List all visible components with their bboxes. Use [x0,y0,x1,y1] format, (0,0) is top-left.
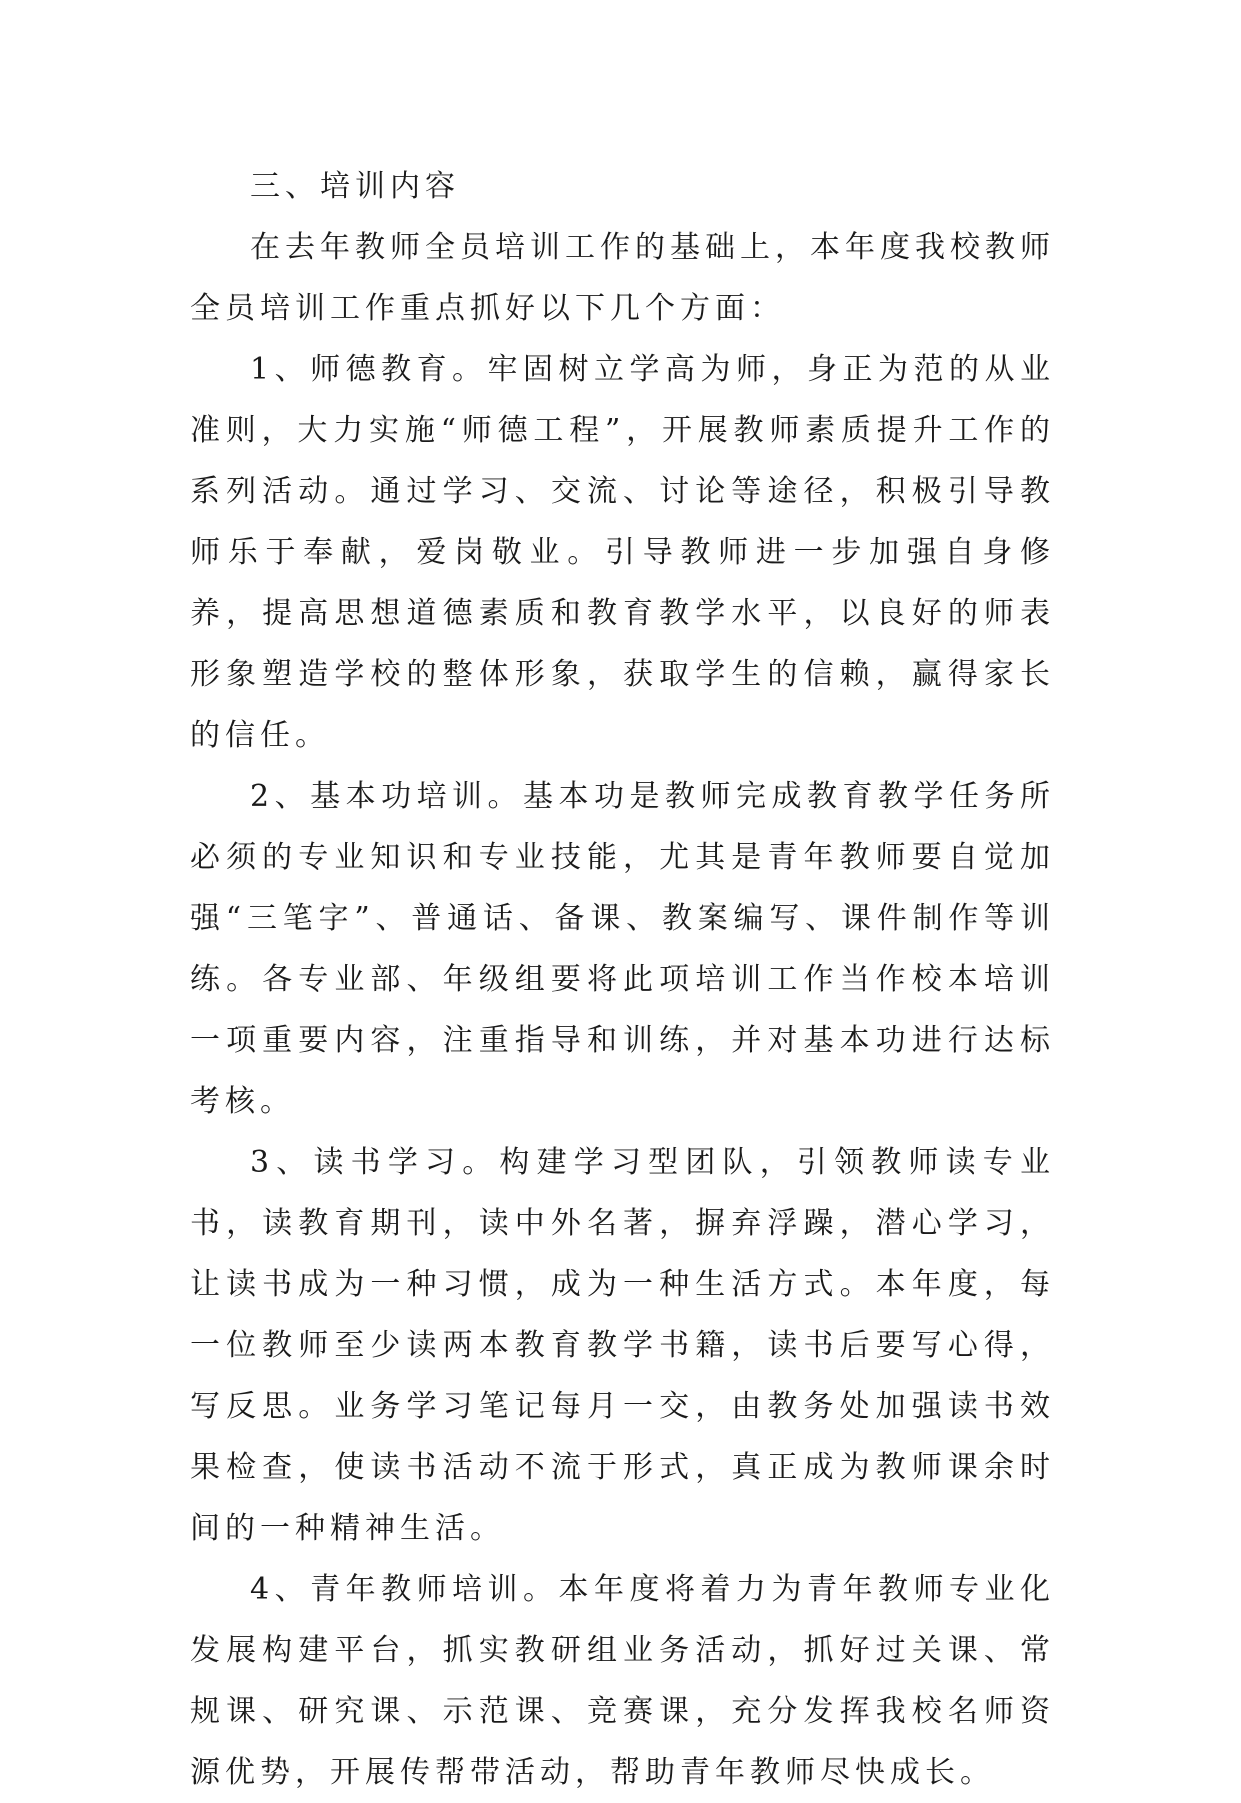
paragraph-basic-skills: 2、基本功培训。基本功是教师完成教育教学任务所必须的专业知识和专业技能，尤其是青年教师要自觉加强“三笔字”、普通话、备课、教案编写、课件制作等训练。各专业部、年级组要将此项培训工作当作校本培训一项重要内容，注重指导和训练，并对基本功进行达标考核。 [190,779,1055,1119]
paragraph-teacher-ethics: 1、师德教育。牢固树立学高为师，身正为范的从业准则，大力实施“师德工程”，开展教师素质提升工作的系列活动。通过学习、交流、讨论等途径，积极引导教师乐于奉献，爱岗敬业。引导教师进一步加强自身修养，提高思想道德素质和教育教学水平，以良好的师表形象塑造学校的整体形象，获取学生的信赖，赢得家长的信任。 [190,352,1055,753]
paragraph-reading-study: 3、读书学习。构建学习型团队，引领教师读专业书，读教育期刊，读中外名著，摒弃浮躁，潜心学习，让读书成为一种习惯，成为一种生活方式。本年度，每一位教师至少读两本教育教学书籍，读书后要写心得，写反思。业务学习笔记每月一交，由教务处加强读书效果检查，使读书活动不流于形式，真正成为教师课余时间的一种精神生活。 [190,1145,1055,1546]
section-heading: 三、培训内容 [250,169,460,204]
document-body [190,156,1055,1803]
paragraph-young-teacher-training: 4、青年教师培训。本年度将着力为青年教师专业化发展构建平台，抓实教研组业务活动，抓好过关课、常规课、研究课、示范课、竞赛课，充分发挥我校名师资源优势，开展传帮带活动，帮助青年教师尽快成长。 [190,1572,1055,1790]
intro-paragraph: 在去年教师全员培训工作的基础上，本年度我校教师全员培训工作重点抓好以下几个方面： [190,230,1055,326]
